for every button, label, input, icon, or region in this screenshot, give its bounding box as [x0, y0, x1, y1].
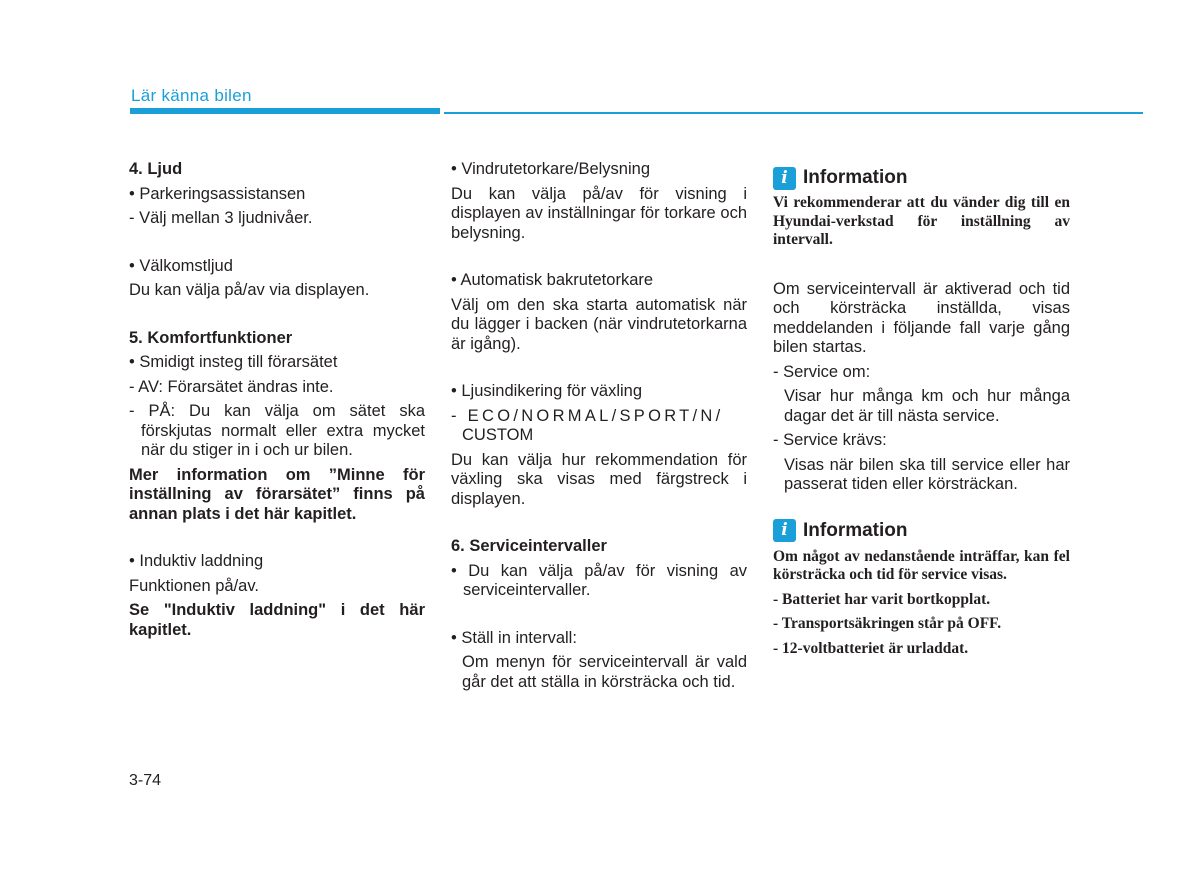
info-box-2-title: Information — [803, 519, 908, 541]
note-memory: Mer information om ”Minne för inställning av förarsätet” finns på annan plats i det här kapitlet. — [129, 465, 425, 523]
info-box-2-item-3: - 12-voltbatteriet är urladdat. — [773, 639, 969, 657]
bullet-service: • Du kan välja på/av för visning av serviceintervaller. — [451, 561, 747, 599]
text-easy-off: - AV: Förarsätet ändras inte. — [129, 377, 334, 396]
text-easy-on: - PÅ: Du kan välja om sätet ska förskjutas normalt eller extra mycket när du stiger in i och ur bilen. — [129, 402, 425, 459]
text-service-required: Visas när bilen ska till service eller har passerat tiden eller körsträckan. — [784, 455, 1070, 493]
info-box-1-text: Vi rekommenderar att du vänder dig till en Hyundai-verkstad för inställning av intervall. — [773, 194, 1070, 248]
bullet-interval: • Ställ in intervall: — [451, 628, 577, 647]
info-box-2-text: Om något av nedanstående inträffar, kan fel körsträcka och tid för service visas. — [773, 547, 1070, 583]
bullet-inductive: • Induktiv laddning — [129, 552, 264, 570]
bullet-rear-wiper: • Automatisk bakrutetorkare — [451, 271, 654, 289]
bullet-shift: • Ljusindikering för växling — [451, 382, 643, 400]
note-inductive: Se "Induktiv laddning" i det här kapitlet. — [129, 601, 425, 639]
heading-ljud: 4. Ljud — [129, 160, 183, 178]
text-shift-modes-2: CUSTOM — [462, 426, 534, 444]
text-shift-modes: - ECO/NORMAL/SPORT/N/ — [451, 406, 724, 425]
text-inductive: Funktionen på/av. — [129, 576, 259, 595]
text-parking: - Välj mellan 3 ljudnivåer. — [129, 209, 313, 227]
text-service-body: Om serviceintervall är aktiverad och tid och körsträcka inställda, visas meddelanden i följande fall varje gång bilen startas. — [773, 279, 1070, 356]
text-rear-wiper: Välj om den ska starta automatisk när du lägger i backen (när vindrutetorkarna är igång). — [451, 295, 747, 353]
bullet-parking: • Parkeringsassistansen — [129, 184, 306, 203]
label-service-required: - Service krävs: — [773, 431, 887, 449]
info-box-2-header — [773, 519, 1070, 543]
bullet-welcome: • Välkomstljud — [129, 256, 233, 275]
information-icon: i — [773, 167, 796, 190]
bullet-easy-entry: • Smidigt insteg till förarsätet — [129, 353, 338, 371]
info-box-2-item-1: - Batteriet har varit bortkopplat. — [773, 590, 991, 608]
label-service-on: - Service om: — [773, 362, 871, 381]
info-box-2-item-2: - Transportsäkringen står på OFF. — [773, 615, 1002, 632]
bullet-wiper: • Vindrutetorkare/Belysning — [451, 160, 650, 178]
text-interval: Om menyn för serviceintervall är vald går det att ställa in körsträcka och tid. — [462, 653, 747, 691]
information-icon: i — [773, 519, 796, 542]
section-title: Lär känna bilen — [131, 86, 252, 105]
column-middle — [451, 160, 747, 692]
header-rule-thick — [130, 108, 440, 114]
header-rule-thin — [444, 112, 1143, 114]
column-left — [129, 160, 425, 640]
info-box-1-title: Information — [803, 167, 908, 189]
heading-comfort: 5. Komfortfunktioner — [129, 328, 293, 347]
column-right — [773, 160, 1070, 658]
info-box-1-header — [773, 166, 1070, 190]
text-wiper: Du kan välja på/av för visning i displayen av inställningar för torkare och belysning. — [451, 184, 747, 242]
text-welcome: Du kan välja på/av via displayen. — [129, 281, 370, 299]
text-shift: Du kan välja hur rekommendation för växling ska visas med färgstreck i displayen. — [451, 450, 747, 508]
heading-service: 6. Serviceintervaller — [451, 537, 607, 555]
text-service-on: Visar hur många km och hur många dagar det är till nästa service. — [784, 387, 1070, 425]
page-number: 3-74 — [129, 772, 162, 789]
